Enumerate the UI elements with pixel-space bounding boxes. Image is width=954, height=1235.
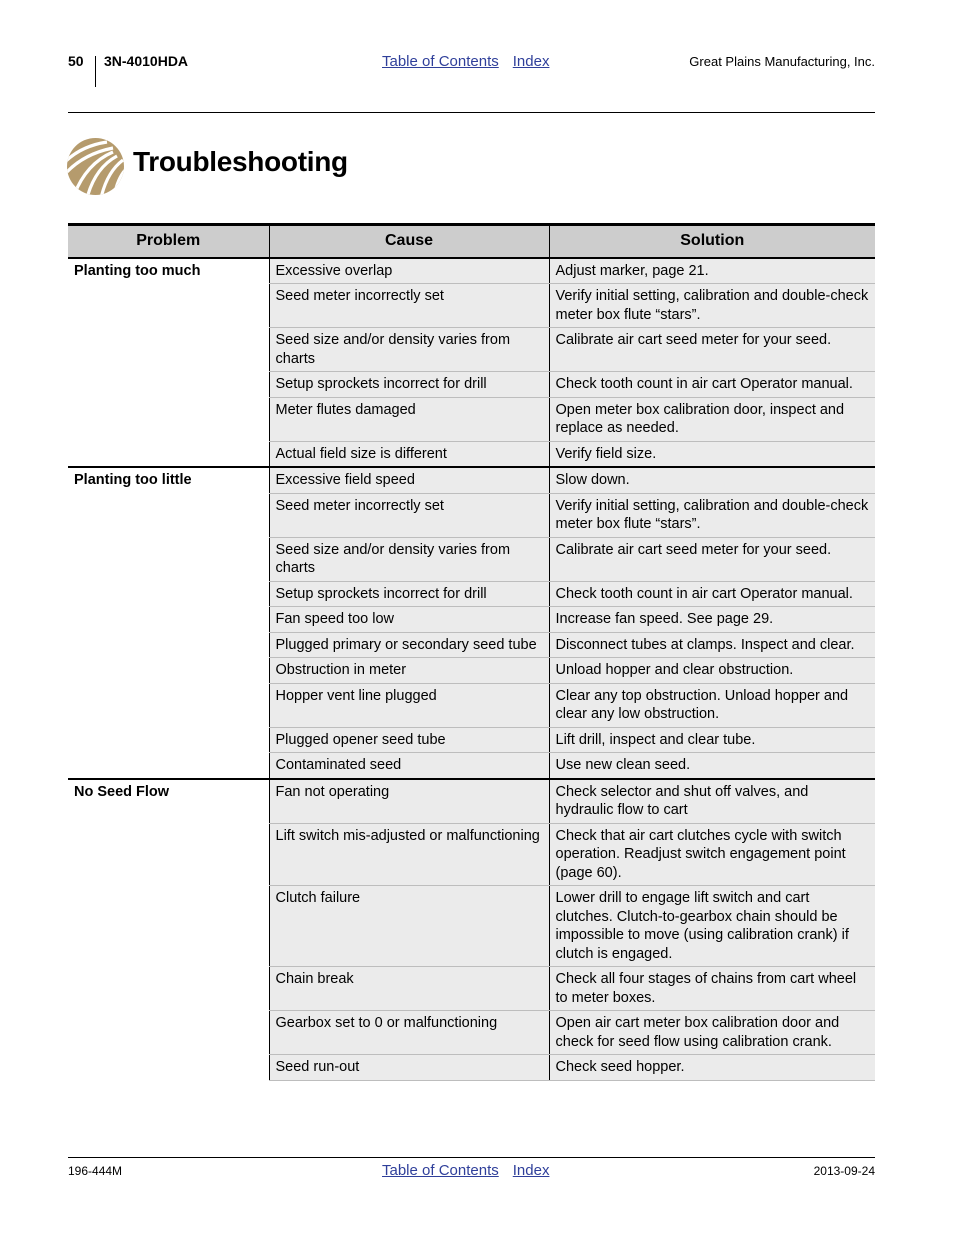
solution-cell: Verify initial setting, calibration and double-check meter box flute “stars”. — [549, 493, 875, 537]
document-number: 196-444M — [68, 1164, 123, 1178]
solution-cell: Lower drill to engage lift switch and cart clutches. Clutch-to-gearbox chain should be impossible to move (using calibration crank) if clutch is engaged. — [549, 886, 875, 967]
cause-cell: Excessive field speed — [269, 467, 549, 493]
header-rule — [68, 112, 875, 113]
table-row — [68, 779, 875, 824]
cause-cell: Plugged primary or secondary seed tube — [269, 632, 549, 658]
cause-cell: Seed meter incorrectly set — [269, 493, 549, 537]
company-name: Great Plains Manufacturing, Inc. — [689, 54, 875, 69]
solution-cell: Check selector and shut off valves, and hydraulic flow to cart — [549, 779, 875, 824]
footer-links — [382, 1162, 563, 1179]
cause-cell: Seed size and/or density varies from charts — [269, 537, 549, 581]
solution-cell: Increase fan speed. See page 29. — [549, 607, 875, 633]
page-number: 50 — [68, 53, 84, 69]
solution-cell: Calibrate air cart seed meter for your seed. — [549, 328, 875, 372]
solution-cell: Check that air cart clutches cycle with switch operation. Readjust switch engagement point (page 60). — [549, 823, 875, 886]
table-header-row — [68, 225, 875, 258]
cause-cell: Meter flutes damaged — [269, 397, 549, 441]
cause-cell: Clutch failure — [269, 886, 549, 967]
troubleshooting-table — [68, 223, 875, 1081]
solution-cell: Slow down. — [549, 467, 875, 493]
model-name: 3N-4010HDA — [104, 53, 189, 69]
footer-rule — [68, 1157, 875, 1158]
brand-logo-icon — [67, 138, 124, 195]
cause-cell: Lift switch mis-adjusted or malfunctioning — [269, 823, 549, 886]
solution-cell: Open air cart meter box calibration door and check for seed flow using calibration crank. — [549, 1011, 875, 1055]
cause-cell: Fan not operating — [269, 779, 549, 824]
cause-cell: Setup sprockets incorrect for drill — [269, 372, 549, 398]
cause-cell: Setup sprockets incorrect for drill — [269, 581, 549, 607]
page-title: Troubleshooting — [133, 146, 348, 177]
cause-cell: Fan speed too low — [269, 607, 549, 633]
problem-cell: Planting too little — [68, 467, 269, 779]
solution-cell: Verify field size. — [549, 441, 875, 467]
cause-cell: Hopper vent line plugged — [269, 683, 549, 727]
problem-cell: Planting too much — [68, 258, 269, 468]
solution-cell: Check tooth count in air cart Operator manual. — [549, 372, 875, 398]
cause-cell: Chain break — [269, 967, 549, 1011]
solution-cell: Check tooth count in air cart Operator manual. — [549, 581, 875, 607]
solution-cell: Open meter box calibration door, inspect and replace as needed. — [549, 397, 875, 441]
index-link[interactable]: Index — [512, 53, 550, 70]
toc-link[interactable]: Table of Contents — [382, 1162, 499, 1179]
solution-cell: Clear any top obstruction. Unload hopper and clear any low obstruction. — [549, 683, 875, 727]
cause-cell: Seed meter incorrectly set — [269, 284, 549, 328]
solution-cell: Adjust marker, page 21. — [549, 258, 875, 284]
cause-cell: Seed size and/or density varies from charts — [269, 328, 549, 372]
column-header-solution: Solution — [549, 225, 875, 258]
solution-cell: Check seed hopper. — [549, 1055, 875, 1081]
column-header-cause: Cause — [269, 225, 549, 258]
cause-cell: Contaminated seed — [269, 753, 549, 779]
header-divider — [95, 56, 96, 87]
solution-cell: Verify initial setting, calibration and double-check meter box flute “stars”. — [549, 284, 875, 328]
solution-cell: Unload hopper and clear obstruction. — [549, 658, 875, 684]
toc-link[interactable]: Table of Contents — [382, 53, 499, 70]
solution-cell: Disconnect tubes at clamps. Inspect and clear. — [549, 632, 875, 658]
table-row — [68, 258, 875, 284]
column-header-problem: Problem — [68, 225, 269, 258]
cause-cell: Gearbox set to 0 or malfunctioning — [269, 1011, 549, 1055]
solution-cell: Check all four stages of chains from cart wheel to meter boxes. — [549, 967, 875, 1011]
cause-cell: Excessive overlap — [269, 258, 549, 284]
solution-cell: Calibrate air cart seed meter for your seed. — [549, 537, 875, 581]
document-date: 2013-09-24 — [813, 1164, 875, 1178]
cause-cell: Plugged opener seed tube — [269, 727, 549, 753]
cause-cell: Obstruction in meter — [269, 658, 549, 684]
table-row — [68, 467, 875, 493]
header-links — [382, 53, 563, 70]
cause-cell: Seed run-out — [269, 1055, 549, 1081]
solution-cell: Lift drill, inspect and clear tube. — [549, 727, 875, 753]
cause-cell: Actual field size is different — [269, 441, 549, 467]
index-link[interactable]: Index — [512, 1162, 550, 1179]
problem-cell: No Seed Flow — [68, 779, 269, 1081]
solution-cell: Use new clean seed. — [549, 753, 875, 779]
